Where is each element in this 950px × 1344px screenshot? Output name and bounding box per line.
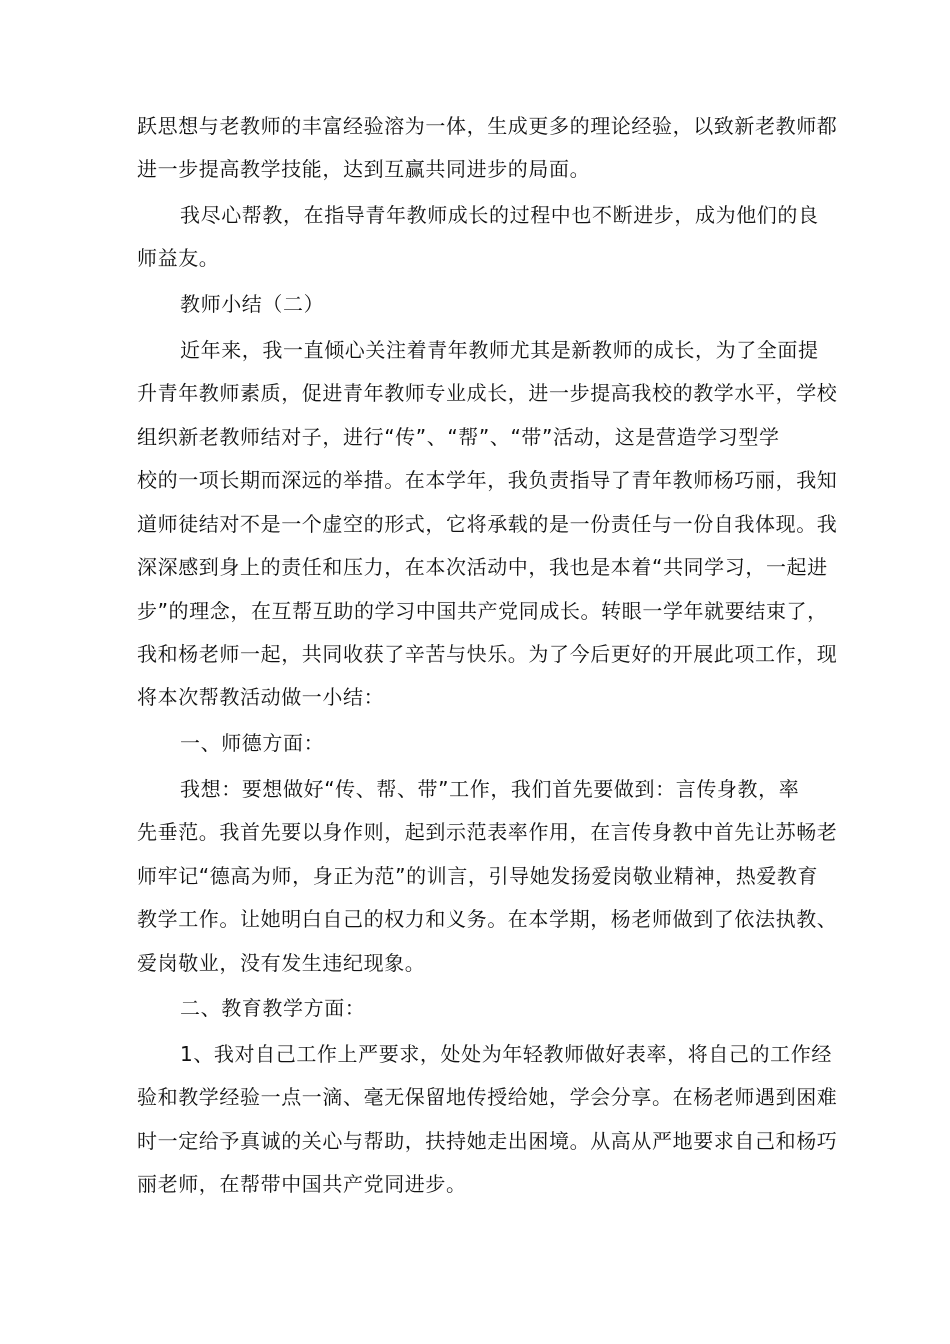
paragraph-line: 时一定给予真诚的关心与帮助，扶持她走出困境。从高从严地要求自己和杨巧 [137, 1129, 838, 1153]
paragraph-line: 进一步提高教学技能，达到互赢共同进步的局面。 [137, 157, 591, 181]
paragraph-line: 将本次帮教活动做一小结： [137, 685, 385, 709]
paragraph-line: 先垂范。我首先要以身作则，起到示范表率作用，在言传身教中首先让苏畅老 [137, 820, 838, 844]
paragraph-line: 师牢记“德高为师，身正为范”的训言，引导她发扬爱岗敬业精神，热爱教育 [137, 864, 819, 888]
paragraph-line: 校的一项长期而深远的举措。在本学年，我负责指导了青年教师杨巧丽，我知 [137, 468, 838, 492]
paragraph-line: 步”的理念，在互帮互助的学习中国共产党同成长。转眼一学年就要结束了， [137, 599, 828, 623]
paragraph-line: 道师徒结对不是一个虚空的形式，它将承载的是一份责任与一份自我体现。我 [137, 512, 838, 536]
paragraph-line: 升青年教师素质，促进青年教师专业成长，进一步提高我校的教学水平，学校 [137, 381, 838, 405]
paragraph-line: 1、我对自己工作上严要求，处处为年轻教师做好表率，将自己的工作经 [180, 1042, 832, 1066]
paragraph-line: 组织新老教师结对子，进行“传”、“帮”、“带”活动，这是营造学习型学 [137, 425, 780, 449]
paragraph-line: 我和杨老师一起，共同收获了辛苦与快乐。为了今后更好的开展此项工作，现 [137, 642, 838, 666]
paragraph-line: 近年来，我一直倾心关注着青年教师尤其是新教师的成长，为了全面提 [180, 338, 819, 362]
paragraph-line: 跃思想与老教师的丰富经验溶为一体，生成更多的理论经验，以致新老教师都 [137, 114, 838, 138]
section-heading: 二、教育教学方面： [180, 996, 366, 1020]
paragraph-line: 师益友。 [137, 246, 220, 270]
paragraph-line: 丽老师，在帮带中国共产党同进步。 [137, 1172, 467, 1196]
paragraph-line: 我想：要想做好“传、帮、带”工作，我们首先要做到：言传身教，率 [180, 777, 800, 801]
section-heading: 教师小结（二） [180, 292, 325, 316]
section-heading: 一、师德方面： [180, 731, 325, 755]
paragraph-line: 我尽心帮教，在指导青年教师成长的过程中也不断进步，成为他们的良 [180, 203, 819, 227]
paragraph-line: 爱岗敬业，没有发生违纪现象。 [137, 951, 426, 975]
paragraph-line: 教学工作。让她明白自己的权力和义务。在本学期，杨老师做到了依法执教、 [137, 907, 838, 931]
paragraph-line: 验和教学经验一点一滴、毫无保留地传授给她，学会分享。在杨老师遇到困难 [137, 1085, 838, 1109]
paragraph-line: 深深感到身上的责任和压力，在本次活动中，我也是本着“共同学习，一起进 [137, 555, 828, 579]
